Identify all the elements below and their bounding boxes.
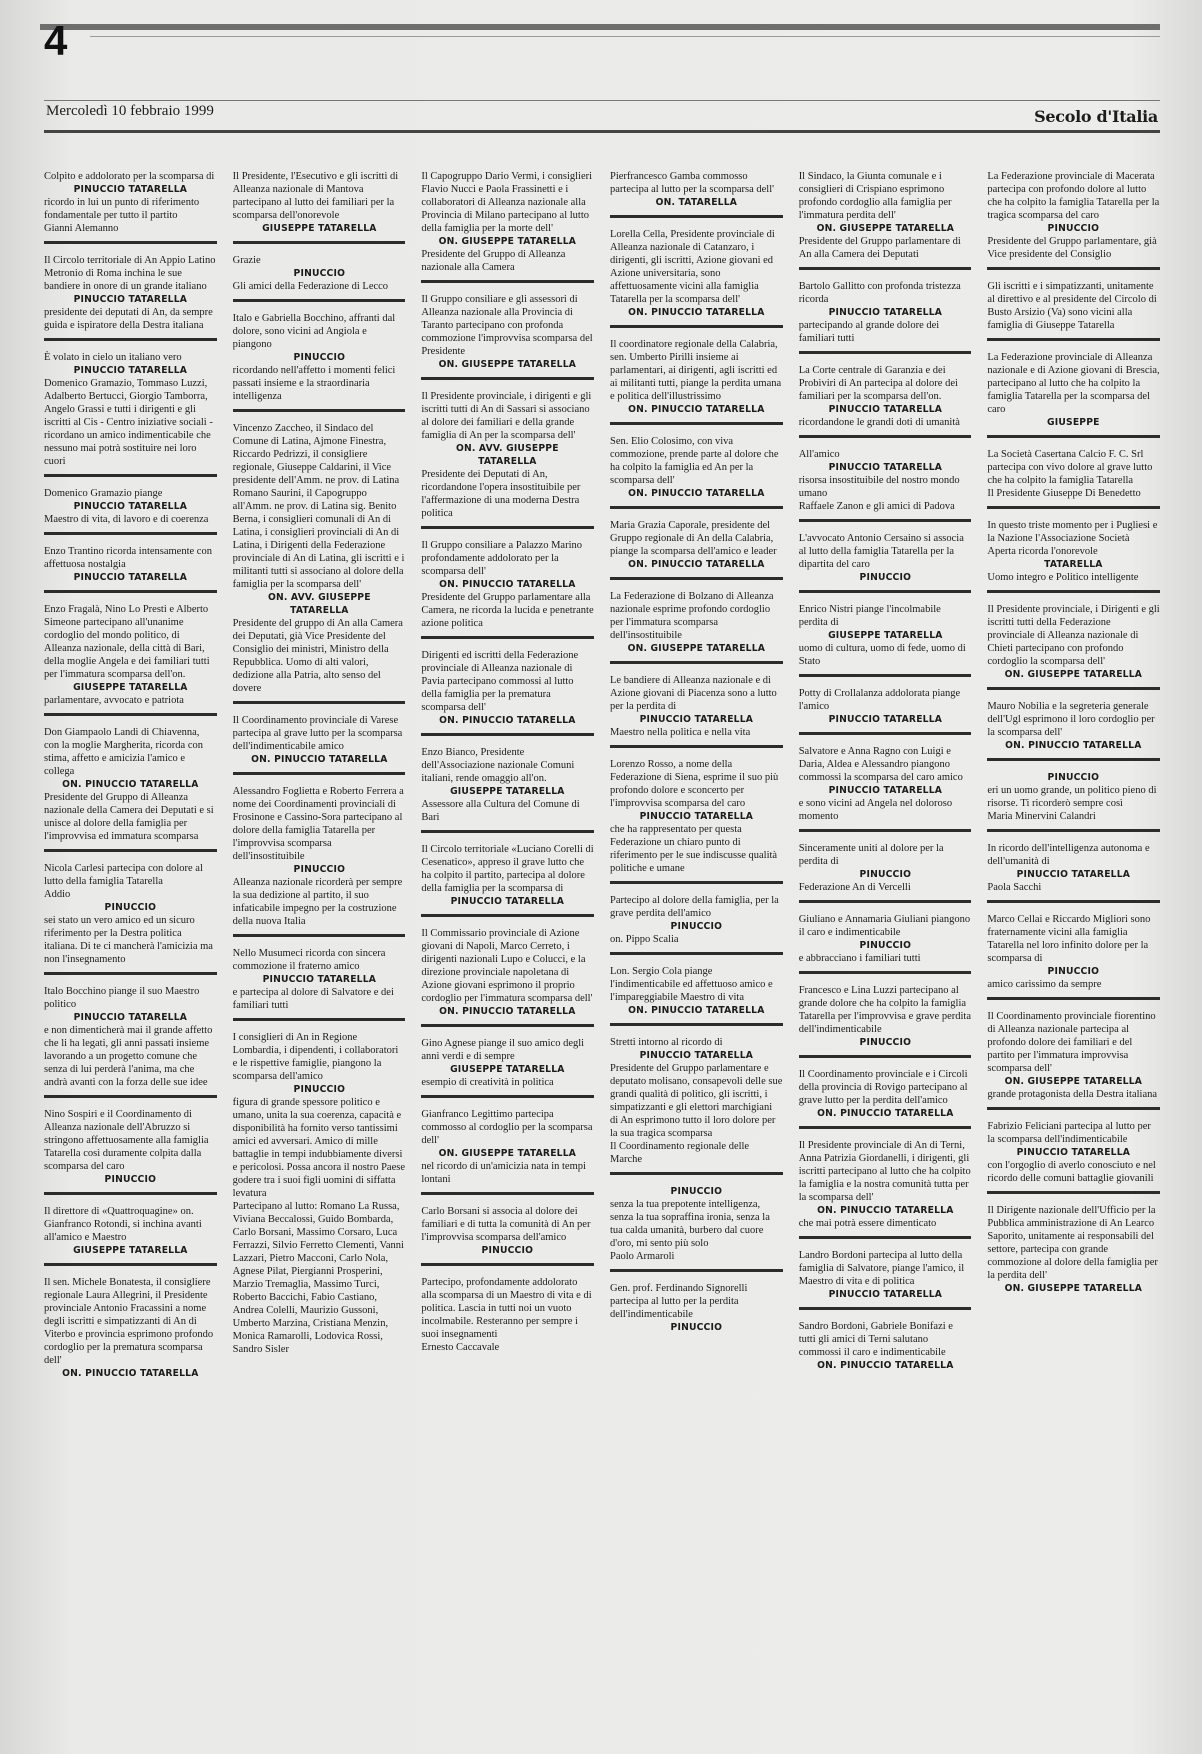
notice-text: Enzo Bianco, Presidente dell'Associazione nazionale Comuni italiani, rende omaggio all'on. bbox=[421, 747, 575, 784]
notice-text: Lon. Sergio Cola piange l'indimenticabile ed affettuoso amico e l'impareggiabile Maestro di vita bbox=[610, 966, 773, 1003]
notice-text: Il Commissario provinciale di Azione giovani di Napoli, Marco Cerreto, i dirigenti nazionali Lupo e Colucci, e la direzione provinciale napoletana di Azione giovani esprimono il proprio cordoglio per l'immatura scomparsa dell' bbox=[421, 928, 593, 1004]
notice-text: Il Gruppo consiliare e gli assessori di Alleanza nazionale alla Provincia di Taranto partecipano con profonda commozione l'improvvisa scomparsa del Presidente bbox=[421, 294, 593, 357]
notice-text: I consiglieri di An in Regione Lombardia, i dipendenti, i collaboratori e le rispettive famiglie, piangono la scomparsa dell'amico bbox=[232, 1032, 399, 1082]
notice-name: ON. PINUCCIO TATARELLA bbox=[1005, 740, 1142, 751]
obituary-notice bbox=[799, 360, 972, 438]
notice-text: Sinceramente uniti al dolore per la perdita di bbox=[798, 843, 944, 867]
obituary-notice bbox=[233, 781, 406, 937]
notice-text: In questo triste momento per i Pugliesi e la Nazione l'Associazione Società Aperta ricorda l'onorevole bbox=[987, 520, 1158, 557]
notice-name: ON. AVV. GIUSEPPE TATARELLA bbox=[267, 592, 371, 616]
notice-text: Gino Agnese piange il suo amico degli anni verdi e di sempre bbox=[421, 1038, 585, 1062]
notice-text: Presidente del Gruppo parlamentare alla Camera, ne ricorda la lucida e penetrante azione politica bbox=[421, 592, 594, 629]
notice-name: ON. PINUCCIO TATARELLA bbox=[628, 559, 765, 570]
notice-name: ON. PINUCCIO TATARELLA bbox=[628, 488, 765, 499]
notice-text: figura di grande spessore politico e umano, unita la sua coerenza, capacità e disponibilità ha fornito verso tantissimi amici ed avversari. Amico di mille battaglie in tempi indubbiamente diversi e pericolosi. Possa ancora il nostro Paese godere tra i suoi figli uomini di siffatta levatura bbox=[232, 1097, 406, 1199]
notice-name: ON. GIUSEPPE TATARELLA bbox=[1004, 1076, 1143, 1087]
issue-date: Mercoledì 10 febbraio 1999 bbox=[46, 103, 214, 119]
notice-text: Raffaele Zanon e gli amici di Padova bbox=[798, 501, 955, 512]
notice-name: ON. GIUSEPPE TATARELLA bbox=[438, 1148, 577, 1159]
obituary-notice bbox=[233, 710, 406, 775]
notice-text: Vincenzo Zaccheo, il Sindaco del Comune di Latina, Ajmone Finestra, Riccardo Pedrizzi, il consigliere regionale, Giuseppe Caldarini, il Vice presidente dell'Amm. ne prov. di Latina Romano Saurini, il Capogruppo all'Amm. ne prov. di Latina sig. Benito Berna, i consiglieri comunali di An di Latina, i consiglieri provinciali di An di Latina, i Dirigenti della Federazione provinciale di An di Latina, gli iscritti e i militanti tutti si associano al dolore della famiglia per la scomparsa dell' bbox=[232, 423, 405, 590]
notice-text: Il Coordinamento provinciale e i Circoli della provincia di Rovigo partecipano al grave lutto per la perdita dell'amico bbox=[798, 1069, 968, 1106]
notice-text: Partecipo al dolore della famiglia, per la grave perdita dell'amico bbox=[610, 895, 779, 919]
notice-name: PINUCCIO bbox=[859, 940, 911, 951]
notice-text: Il Capogruppo Dario Vermi, i consiglieri Flavio Nucci e Paola Frassinetti e i collaboratori di Alleanza nazionale alla Provincia di Milano partecipano al lutto della famiglia per la morte dell' bbox=[421, 171, 593, 234]
notice-text: Pierfrancesco Gamba commosso partecipa al lutto per la scomparsa dell' bbox=[610, 171, 775, 195]
notice-text: Francesco e Lina Luzzi partecipano al grande dolore che ha colpito la famiglia Tatarella per l'improvvisa e grave perdita dell'indimenticabile bbox=[798, 985, 971, 1035]
notice-name: PINUCCIO bbox=[859, 1037, 911, 1048]
notice-text: Nino Sospiri e il Coordinamento di Alleanza nazionale dell'Abruzzo si stringono affettuosamente alla famiglia Tatarella così duramente colpita dalla scomparsa del caro bbox=[44, 1109, 209, 1172]
notice-text: Maria Grazia Caporale, presidente del Gruppo regionale di An della Calabria, piange la scomparsa dell'amico e leader bbox=[610, 520, 777, 557]
notice-name: PINUCCIO TATARELLA bbox=[828, 307, 942, 318]
notice-name: ON. PINUCCIO TATARELLA bbox=[62, 779, 199, 790]
notice-name: ON. PINUCCIO TATARELLA bbox=[628, 404, 765, 415]
notice-text: on. Pippo Scalia bbox=[610, 934, 679, 945]
notice-name: ON. GIUSEPPE TATARELLA bbox=[438, 236, 577, 247]
notice-name: PINUCCIO TATARELLA bbox=[828, 785, 942, 796]
obituary-notice bbox=[233, 418, 406, 704]
notice-text: Enzo Trantino ricorda intensamente con affettuosa nostalgia bbox=[44, 546, 212, 570]
notice-text: Paola Sacchi bbox=[987, 882, 1042, 893]
obituary-notice bbox=[421, 166, 594, 283]
obituary-notice bbox=[987, 696, 1160, 761]
notice-name: GIUSEPPE TATARELLA bbox=[261, 223, 377, 234]
column-5 bbox=[799, 166, 972, 1706]
notice-text: Bartolo Gallitto con profonda tristezza ricorda bbox=[798, 281, 961, 305]
notice-name: PINUCCIO bbox=[670, 921, 723, 932]
obituary-notice bbox=[799, 276, 972, 354]
notice-name: PINUCCIO TATARELLA bbox=[262, 974, 376, 985]
notice-text: Salvatore e Anna Ragno con Luigi e Daria, Aldea e Alessandro piangono commossi la scomparsa del caro amico bbox=[798, 746, 963, 783]
obituary-notice bbox=[799, 683, 972, 735]
obituary-notice bbox=[799, 166, 972, 270]
obituary-notice bbox=[421, 645, 594, 736]
obituary-notice bbox=[987, 767, 1160, 832]
notice-text: Uomo integro e Politico intelligente bbox=[987, 572, 1139, 583]
notice-name: ON. PINUCCIO TATARELLA bbox=[816, 1205, 954, 1216]
notice-name: ON. TATARELLA bbox=[655, 197, 738, 208]
notice-text: Potty di Crollalanza addolorata piange l'amico bbox=[798, 688, 961, 712]
notice-text: Lorella Cella, Presidente provinciale di Alleanza nazionale di Catanzaro, i dirigenti, gli iscritti, Azione giovani ed Azione universitaria, sono affettuosamente vicini alla famiglia Tatarella per la scomparsa dell' bbox=[610, 229, 775, 305]
obituary-notice bbox=[987, 444, 1160, 509]
notice-text: Landro Bordoni partecipa al lutto della famiglia di Salvatore, piange l'amico, il Maestro di vita e di politica bbox=[798, 1250, 965, 1287]
notice-name: ON. PINUCCIO TATARELLA bbox=[439, 579, 576, 590]
notice-text: Il Coordinamento provinciale di Varese partecipa al grave lutto per la scomparsa dell'indimenticabile amico bbox=[232, 715, 403, 752]
notice-text: Il Presidente, l'Esecutivo e gli iscritti di Alleanza nazionale di Mantova partecipano al lutto dei familiari per la scomparsa dell'onorevole bbox=[232, 171, 399, 221]
notice-text: Enzo Fragalà, Nino Lo Presti e Alberto Simeone partecipano all'unanime cordoglio del mondo politico, di Alleanza nazionale, della città di Bari, della moglie Angela e dei familiari tutti per l'immatura scomparsa dell'on. bbox=[44, 604, 210, 680]
notice-text: Il Circolo territoriale di An Appio Latino Metronio di Roma inchina le sue bandiere in onore di un grande italiano bbox=[44, 255, 216, 292]
obituary-notice bbox=[421, 923, 594, 1027]
column-1 bbox=[44, 166, 217, 1706]
notice-name: PINUCCIO bbox=[104, 902, 157, 913]
obituary-notice bbox=[610, 334, 783, 425]
notice-text: Il Presidente provinciale, i dirigenti e gli iscritti tutti di An di Sassari si associano al dolore dei familiari e della grande famiglia di An per la scomparsa dell' bbox=[421, 391, 592, 441]
notice-name: ON. PINUCCIO TATARELLA bbox=[250, 754, 388, 765]
notice-text: Il Gruppo consiliare a Palazzo Marino profondamente addolorato per la scomparsa dell' bbox=[421, 540, 582, 577]
obituary-notice bbox=[987, 1116, 1160, 1194]
notice-name: PINUCCIO TATARELLA bbox=[73, 365, 188, 376]
notice-name: PINUCCIO bbox=[1047, 966, 1100, 977]
notice-text: uomo di cultura, uomo di fede, uomo di Stato bbox=[798, 643, 966, 667]
page-number: 4 bbox=[44, 17, 68, 64]
notice-text: nel ricordo di un'amicizia nata in tempi lontani bbox=[421, 1161, 586, 1185]
notice-columns bbox=[44, 166, 1160, 1706]
notice-text: e sono vicini ad Angela nel doloroso momento bbox=[798, 798, 953, 822]
obituary-notice bbox=[44, 1104, 217, 1195]
obituary-notice bbox=[610, 586, 783, 664]
notice-name: PINUCCIO TATARELLA bbox=[639, 714, 754, 725]
notice-text: amico carissimo da sempre bbox=[987, 979, 1102, 990]
notice-name: GIUSEPPE TATARELLA bbox=[450, 786, 565, 797]
notice-name: PINUCCIO TATARELLA bbox=[1016, 1147, 1131, 1158]
notice-text: Ernesto Caccavale bbox=[421, 1342, 500, 1353]
obituary-notice bbox=[421, 1272, 594, 1360]
notice-text: Carlo Borsani si associa al dolore dei familiari e di tutta la comunità di An per l'improvvisa scomparsa dell'amico bbox=[421, 1206, 591, 1243]
obituary-notice bbox=[233, 308, 406, 412]
notice-text: La Federazione provinciale di Macerata partecipa con profondo dolore al lutto che ha colpito la famiglia Tatarella per la tragica scomparsa del caro bbox=[987, 171, 1160, 221]
notice-text: Maestro di vita, di lavoro e di coerenza bbox=[44, 514, 209, 525]
notice-name: GIUSEPPE TATARELLA bbox=[73, 682, 188, 693]
notice-name: ON. GIUSEPPE TATARELLA bbox=[438, 359, 577, 370]
page-header bbox=[44, 100, 1160, 131]
notice-name: PINUCCIO bbox=[859, 572, 911, 583]
masthead: Secolo d'Italia bbox=[1034, 107, 1158, 126]
notice-text: Gianfranco Legittimo partecipa commosso al cordoglio per la scomparsa dell' bbox=[421, 1109, 593, 1146]
obituary-notice bbox=[987, 1200, 1160, 1301]
notice-text: Maestro nella politica e nella vita bbox=[610, 727, 751, 738]
notice-text: La Federazione provinciale di Alleanza nazionale e di Azione giovani di Brescia, partecipano al lutto che ha colpito la famiglia Tatarella per la scomparsa del caro bbox=[987, 352, 1160, 415]
column-6 bbox=[987, 166, 1160, 1706]
obituary-notice bbox=[44, 858, 217, 975]
notice-text: Il direttore di «Quattroquagine» on. Gianfranco Rotondi, si inchina avanti all'amico e Maestro bbox=[44, 1206, 202, 1243]
obituary-notice bbox=[233, 166, 406, 244]
obituary-notice bbox=[610, 224, 783, 328]
obituary-notice bbox=[44, 1201, 217, 1266]
notice-text: Mauro Nobilia e la segreteria generale dell'Ugl esprimono il loro cordoglio per la scomparsa dell' bbox=[987, 701, 1155, 738]
obituary-notice bbox=[987, 347, 1160, 438]
notice-text: Nicola Carlesi partecipa con dolore al lutto della famiglia Tatarella bbox=[44, 863, 203, 887]
notice-text: e partecipa al dolore di Salvatore e dei familiari tutti bbox=[232, 987, 394, 1011]
notice-name: ON. GIUSEPPE TATARELLA bbox=[1004, 1283, 1143, 1294]
notice-text: ricordandone le grandi doti di umanità bbox=[798, 417, 960, 428]
column-4 bbox=[610, 166, 783, 1706]
notice-name: PINUCCIO TATARELLA bbox=[73, 1012, 188, 1023]
notice-name: ON. PINUCCIO TATARELLA bbox=[816, 1360, 954, 1371]
notice-name: PINUCCIO bbox=[293, 268, 345, 279]
notice-text: Grazie bbox=[232, 255, 261, 266]
notice-name: ON. GIUSEPPE TATARELLA bbox=[1004, 669, 1143, 680]
notice-text: Presidente del Gruppo parlamentare e deputato molisano, consapevoli delle sue grandi qualità di politico, gli iscritti, i simpatizzanti e gli elettori marchigiani di An esprimono tutto il loro dolore per la sua tragica scomparsa bbox=[610, 1063, 783, 1139]
notice-name: GIUSEPPE TATARELLA bbox=[450, 1064, 565, 1075]
notice-text: Italo Bocchino piange il suo Maestro politico bbox=[44, 986, 200, 1010]
notice-text: che mai potrà essere dimenticato bbox=[798, 1218, 937, 1229]
obituary-notice bbox=[799, 444, 972, 522]
obituary-notice bbox=[987, 515, 1160, 593]
notice-text: Partecipo, profondamente addolorato alla scomparsa di un Maestro di vita e di politica. Lascia in tutti noi un vuoto incolmabile. Resteranno per sempre i suoi insegnamenti bbox=[421, 1277, 592, 1340]
notice-name: PINUCCIO TATARELLA bbox=[828, 1289, 942, 1300]
notice-text: L'avvocato Antonio Cersaino si associa al lutto della famiglia Tatarella per la dipartita del caro bbox=[798, 533, 964, 570]
obituary-notice bbox=[44, 347, 217, 477]
notice-text: Don Giampaolo Landi di Chiavenna, con la moglie Margherita, ricorda con stima, affetto e amicizia l'amico e collega bbox=[44, 727, 203, 777]
notice-text: Paolo Armaroli bbox=[610, 1251, 675, 1262]
obituary-notice bbox=[421, 839, 594, 917]
notice-name: PINUCCIO bbox=[481, 1245, 534, 1256]
column-2 bbox=[233, 166, 406, 1706]
obituary-notice bbox=[44, 483, 217, 535]
notice-name: ON. PINUCCIO TATARELLA bbox=[816, 1108, 954, 1119]
notice-text: Enrico Nistri piange l'incolmabile perdita di bbox=[798, 604, 941, 628]
obituary-notice bbox=[44, 166, 217, 244]
notice-text: Presidente del gruppo di An alla Camera dei Deputati, già Vice Presidente del Consiglio dei ministri, Ministro della Repubblica. Uomo di alti valori, dedizione alla Patria, alto senso del dovere bbox=[232, 618, 403, 694]
notice-name: ON. PINUCCIO TATARELLA bbox=[439, 715, 576, 726]
notice-name: ON. GIUSEPPE TATARELLA bbox=[816, 223, 954, 234]
notice-text: È volato in cielo un italiano vero bbox=[44, 352, 182, 363]
header-rule bbox=[44, 130, 1160, 133]
notice-text: esempio di creatività in politica bbox=[421, 1077, 554, 1088]
notice-text: ricordo in lui un punto di riferimento fondamentale per tutto il partito bbox=[44, 197, 200, 221]
notice-text: Il Presidente provinciale di An di Terni, Anna Patrizia Giordanelli, i dirigenti, gli iscritti partecipano al lutto che ha colpito la famiglia e la nostra comunità tutta per la scomparsa dell' bbox=[798, 1140, 971, 1203]
obituary-notice bbox=[44, 981, 217, 1098]
obituary-notice bbox=[233, 1027, 406, 1362]
obituary-notice bbox=[799, 980, 972, 1058]
notice-text: Il coordinatore regionale della Calabria, sen. Umberto Pirilli insieme ai parlamentari, ai dirigenti, agli iscritti ed ai militanti tutti, piange la perdita umana e politica dell'illustrissimo bbox=[610, 339, 782, 402]
obituary-notice bbox=[799, 1316, 972, 1378]
notice-text: partecipando al grande dolore dei familiari tutti bbox=[798, 320, 940, 344]
notice-name: PINUCCIO bbox=[670, 1186, 723, 1197]
notice-name: GIUSEPPE TATARELLA bbox=[827, 630, 943, 641]
obituary-notice bbox=[421, 535, 594, 639]
notice-text: ricordando nell'affetto i momenti felici passati insieme e la straordinaria intelligenza bbox=[232, 365, 396, 402]
obituary-notice bbox=[799, 1135, 972, 1239]
notice-name: TATARELLA bbox=[1044, 559, 1103, 570]
obituary-notice bbox=[799, 1064, 972, 1129]
top-rule bbox=[40, 24, 1160, 30]
notice-name: ON. PINUCCIO TATARELLA bbox=[439, 1006, 576, 1017]
obituary-notice bbox=[799, 1245, 972, 1310]
notice-name: PINUCCIO bbox=[293, 352, 345, 363]
notice-name: ON. PINUCCIO TATARELLA bbox=[628, 1005, 765, 1016]
notice-name: ON. GIUSEPPE TATARELLA bbox=[627, 643, 766, 654]
notice-text: senza la tua prepotente intelligenza, senza la tua sopraffina ironia, senza la tua calda umanità, burbero dal cuore d'oro, mi sento più solo bbox=[610, 1199, 770, 1249]
notice-text: Addio bbox=[44, 889, 71, 900]
notice-text: Maria Minervini Calandri bbox=[987, 811, 1096, 822]
notice-name: PINUCCIO TATARELLA bbox=[73, 184, 188, 195]
notice-text: con l'orgoglio di averlo conosciuto e nel ricordo delle comuni battaglie giovanili bbox=[987, 1160, 1156, 1184]
obituary-notice bbox=[421, 742, 594, 833]
notice-text: Gen. prof. Ferdinando Signorelli partecipa al lutto per la perdita dell'indimenticabile bbox=[610, 1283, 748, 1320]
obituary-notice bbox=[421, 1033, 594, 1098]
notice-name: PINUCCIO bbox=[293, 1084, 345, 1095]
notice-name: PINUCCIO TATARELLA bbox=[828, 714, 942, 725]
notice-text: Partecipano al lutto: Romano La Russa, Viviana Beccalossi, Guido Bombarda, Carlo Borsani, Massimo Corsaro, Luca Ferrazzi, Silvio Ferretto Clementi, Vanni Lazzari, Pietro Macconi, Carlo Nola, Agnese Pilat, Piergianni Prosperini, Marzio Tremaglia, Massimo Turci, Roberto Baccichi, Fabio Castiano, Andrea Colelli, Maurizio Gussoni, Umberto Marzina, Cristiana Menzin, Monica Ramarolli, Lodovica Rossi, Sandro Sisler bbox=[232, 1201, 404, 1355]
notice-text: La Corte centrale di Garanzia e dei Probiviri di An partecipa al dolore dei familiari per la scomparsa dell'on. bbox=[798, 365, 958, 402]
notice-name: PINUCCIO bbox=[104, 1174, 157, 1185]
notice-text: e non dimenticherà mai il grande affetto che li ha legati, gli anni passati insieme lavorando a un progetto comune che senza di lui perderà l'anima, ma che andrà avanti con la forza delle sue idee bbox=[44, 1025, 213, 1088]
obituary-notice bbox=[987, 166, 1160, 270]
obituary-notice bbox=[799, 838, 972, 903]
notice-text: Il Coordinamento provinciale fiorentino di Alleanza nazionale partecipa al profondo dolore dei familiari e del partito per l'immatura improvvisa scomparsa dell' bbox=[987, 1011, 1156, 1074]
notice-text: eri un uomo grande, un politico pieno di risorse. Ti ricorderò sempre così bbox=[987, 785, 1157, 809]
obituary-notice bbox=[421, 386, 594, 529]
notice-name: PINUCCIO TATARELLA bbox=[73, 572, 188, 583]
notice-name: PINUCCIO TATARELLA bbox=[828, 404, 942, 415]
obituary-notice bbox=[610, 890, 783, 955]
notice-name: GIUSEPPE TATARELLA bbox=[73, 1245, 188, 1256]
notice-text: Il Dirigente nazionale dell'Ufficio per la Pubblica amministrazione di An Learco Saporito, unitamente ai responsabili del settore, partecipa con grande commozione al dolore della famiglia per la perdita dell' bbox=[987, 1205, 1158, 1281]
column-3 bbox=[421, 166, 594, 1706]
obituary-notice bbox=[421, 289, 594, 380]
obituary-notice bbox=[233, 943, 406, 1021]
obituary-notice bbox=[421, 1104, 594, 1195]
notice-text: Presidente del Gruppo parlamentare, già Vice presidente del Consiglio bbox=[987, 236, 1157, 260]
obituary-notice bbox=[44, 250, 217, 341]
notice-text: Federazione An di Vercelli bbox=[798, 882, 911, 893]
notice-text: Presidente del Gruppo di Alleanza nazionale alla Camera bbox=[421, 249, 566, 273]
obituary-notice bbox=[987, 1006, 1160, 1110]
notice-text: Stretti intorno al ricordo di bbox=[610, 1037, 723, 1048]
notice-text: e abbracciano i familiari tutti bbox=[798, 953, 921, 964]
notice-name: PINUCCIO TATARELLA bbox=[828, 462, 942, 473]
notice-name: PINUCCIO bbox=[293, 864, 345, 875]
notice-text: Il Presidente Giuseppe Di Benedetto bbox=[987, 488, 1141, 499]
notice-text: Lorenzo Rosso, a nome della Federazione di Siena, esprime il suo più profondo dolore e sconcerto per l'improvvisa scomparsa del caro bbox=[610, 759, 779, 809]
notice-text: Le bandiere di Alleanza nazionale e di Azione giovani di Piacenza sono a lutto per la perdita di bbox=[610, 675, 777, 712]
notice-text: Alleanza nazionale ricorderà per sempre la sua dedizione al partito, il suo infaticabile impegno per la costruzione della nuova Italia bbox=[232, 877, 403, 927]
notice-text: Assessore alla Cultura del Comune di Bari bbox=[421, 799, 580, 823]
notice-text: Gli amici della Federazione di Lecco bbox=[232, 281, 389, 292]
notice-text: Il Sindaco, la Giunta comunale e i consiglieri di Crispiano esprimono profondo cordoglio alla famiglia per l'immatura perdita dell' bbox=[798, 171, 952, 221]
notice-text: Marco Cellai e Riccardo Migliori sono fraternamente vicini alla famiglia Tatarella nel loro infinito dolore per la scomparsa di bbox=[987, 914, 1151, 964]
obituary-notice bbox=[233, 250, 406, 302]
notice-text: Il Presidente provinciale, i Dirigenti e gli iscritti tutti della Federazione provinciale di Alleanza nazionale di Chieti partecipano con profondo cordoglio la scomparsa dell' bbox=[987, 604, 1160, 667]
notice-text: Presidente dei Deputati di An, ricordandone l'opera insostituibile per l'affermazione di una moderna Destra politica bbox=[421, 469, 581, 519]
obituary-notice bbox=[610, 754, 783, 884]
obituary-notice bbox=[799, 528, 972, 593]
notice-name: ON. AVV. GIUSEPPE TATARELLA bbox=[456, 443, 560, 467]
obituary-notice bbox=[44, 541, 217, 593]
notice-text: Giuliano e Annamaria Giuliani piangono il caro e indimenticabile bbox=[798, 914, 971, 938]
obituary-notice bbox=[610, 1032, 783, 1175]
obituary-notice bbox=[610, 515, 783, 580]
obituary-notice bbox=[799, 909, 972, 974]
obituary-notice bbox=[987, 909, 1160, 1000]
notice-text: Il sen. Michele Bonatesta, il consigliere regionale Laura Allegrini, il Presidente provinciale Antonio Fracassini a nome degli iscritti e simpatizzanti di An di Viterbo e provincia esprimono profondo cordoglio per la prematura scomparsa dell' bbox=[44, 1277, 214, 1366]
notice-name: ON. PINUCCIO TATARELLA bbox=[62, 1368, 199, 1379]
notice-text: presidente dei deputati di An, da sempre guida e ispiratore della Destra italiana bbox=[44, 307, 213, 331]
notice-text: grande protagonista della Destra italiana bbox=[987, 1089, 1158, 1100]
notice-text: sei stato un vero amico ed un sicuro riferimento per la Destra politica italiana. Di te ci mancherà l'amicizia ma non l'insegnamento bbox=[44, 915, 213, 965]
notice-text: Colpito e addolorato per la scomparsa di bbox=[44, 171, 215, 182]
notice-name: ON. PINUCCIO TATARELLA bbox=[628, 307, 765, 318]
notice-text: Alessandro Foglietta e Roberto Ferrera a nome dei Coordinamenti provinciali di Frosinone e Cassino-Sora partecipano al dolore della famiglia Tatarella per l'improvvisa scomparsa dell'insostituibile bbox=[232, 786, 404, 862]
notice-text: che ha rappresentato per questa Federazione un chiaro punto di riferimento per le sue indiscusse qualità politiche e umane bbox=[610, 824, 778, 874]
notice-name: PINUCCIO TATARELLA bbox=[1016, 869, 1131, 880]
notice-name: PINUCCIO TATARELLA bbox=[450, 896, 565, 907]
obituary-notice bbox=[610, 166, 783, 218]
obituary-notice bbox=[421, 1201, 594, 1266]
notice-name: PINUCCIO bbox=[1047, 772, 1100, 783]
notice-text: Domenico Gramazio piange bbox=[44, 488, 163, 499]
notice-text: risorsa insostituibile del nostro mondo umano bbox=[798, 475, 960, 499]
notice-text: Fabrizio Feliciani partecipa al lutto per la scomparsa dell'indimenticabile bbox=[987, 1121, 1151, 1145]
notice-text: Dirigenti ed iscritti della Federazione provinciale di Alleanza nazionale di Pavia partecipano commossi al lutto della famiglia per la prematura scomparsa dell' bbox=[421, 650, 579, 713]
obituary-notice bbox=[610, 1278, 783, 1340]
notice-text: Italo e Gabriella Bocchino, affranti dal dolore, sono vicini ad Angiola e piangono bbox=[232, 313, 396, 350]
notice-name: PINUCCIO bbox=[670, 1322, 723, 1333]
notice-name: PINUCCIO TATARELLA bbox=[73, 294, 188, 305]
obituary-notice bbox=[610, 431, 783, 509]
notice-text: Il Coordinamento regionale delle Marche bbox=[610, 1141, 750, 1165]
notice-text: La Società Casertana Calcio F. C. Srl partecipa con vivo dolore al grave lutto che ha colpito la famiglia Tatarella bbox=[987, 449, 1153, 486]
notice-text: Gianni Alemanno bbox=[44, 223, 119, 234]
notice-text: parlamentare, avvocato e patriota bbox=[44, 695, 184, 706]
obituary-notice bbox=[799, 599, 972, 677]
obituary-notice bbox=[987, 838, 1160, 903]
obituary-notice bbox=[987, 276, 1160, 341]
notice-name: PINUCCIO TATARELLA bbox=[639, 811, 754, 822]
notice-text: Domenico Gramazio, Tommaso Luzzi, Adalberto Bertucci, Giorgio Tamborra, Angelo Grassi e tutti i dirigenti e gli iscritti al Cis - Centro iniziative sociali - ricordano un amico indimenticabile che nessuno mai potrà sostituire nei loro cuori bbox=[44, 378, 213, 467]
notice-text: Sandro Bordoni, Gabriele Bonifazi e tutti gli amici di Terni salutano commossi il caro e indimenticabile bbox=[798, 1321, 953, 1358]
notice-name: PINUCCIO TATARELLA bbox=[639, 1050, 754, 1061]
obituary-notice bbox=[44, 722, 217, 852]
notice-text: Presidente del Gruppo di Alleanza nazionale della Camera dei Deputati e si unisce al dolore della famiglia per l'improvvisa ed immatura scomparsa bbox=[44, 792, 214, 842]
notice-text: La Federazione di Bolzano di Alleanza nazionale esprime profondo cordoglio per l'immatura scomparsa dell'insostituibile bbox=[610, 591, 774, 641]
obituary-notice bbox=[987, 599, 1160, 690]
obituary-notice bbox=[44, 1272, 217, 1386]
obituary-notice bbox=[610, 961, 783, 1026]
notice-text: Presidente del Gruppo parlamentare di An alla Camera dei Deputati bbox=[798, 236, 961, 260]
notice-text: In ricordo dell'intelligenza autonoma e dell'umanità di bbox=[987, 843, 1150, 867]
obituary-notice bbox=[610, 670, 783, 748]
notice-text: All'amico bbox=[798, 449, 840, 460]
obituary-notice bbox=[44, 599, 217, 716]
top-thin-rule bbox=[90, 36, 1160, 37]
notice-name: PINUCCIO bbox=[859, 869, 911, 880]
notice-name: PINUCCIO TATARELLA bbox=[73, 501, 188, 512]
notice-text: Gli iscritti e i simpatizzanti, unitamente al direttivo e al presidente del Circolo di Busto Arsizio (Va) sono vicini alla famiglia di Giuseppe Tatarella bbox=[987, 281, 1157, 331]
notice-name: GIUSEPPE bbox=[1047, 417, 1100, 428]
notice-name: PINUCCIO bbox=[1047, 223, 1100, 234]
obituary-notice bbox=[799, 741, 972, 832]
notice-text: Il Circolo territoriale «Luciano Corelli di Cesenatico», appreso il grave lutto che ha colpito il partito, partecipa al dolore della famiglia per la scomparsa di bbox=[421, 844, 594, 894]
notice-text: Sen. Elio Colosimo, con viva commozione, prende parte al dolore che ha colpito la famiglia ed An per la scomparsa dell' bbox=[610, 436, 779, 486]
obituary-notice bbox=[610, 1181, 783, 1272]
notice-text: Nello Musumeci ricorda con sincera commozione il fraterno amico bbox=[232, 948, 386, 972]
